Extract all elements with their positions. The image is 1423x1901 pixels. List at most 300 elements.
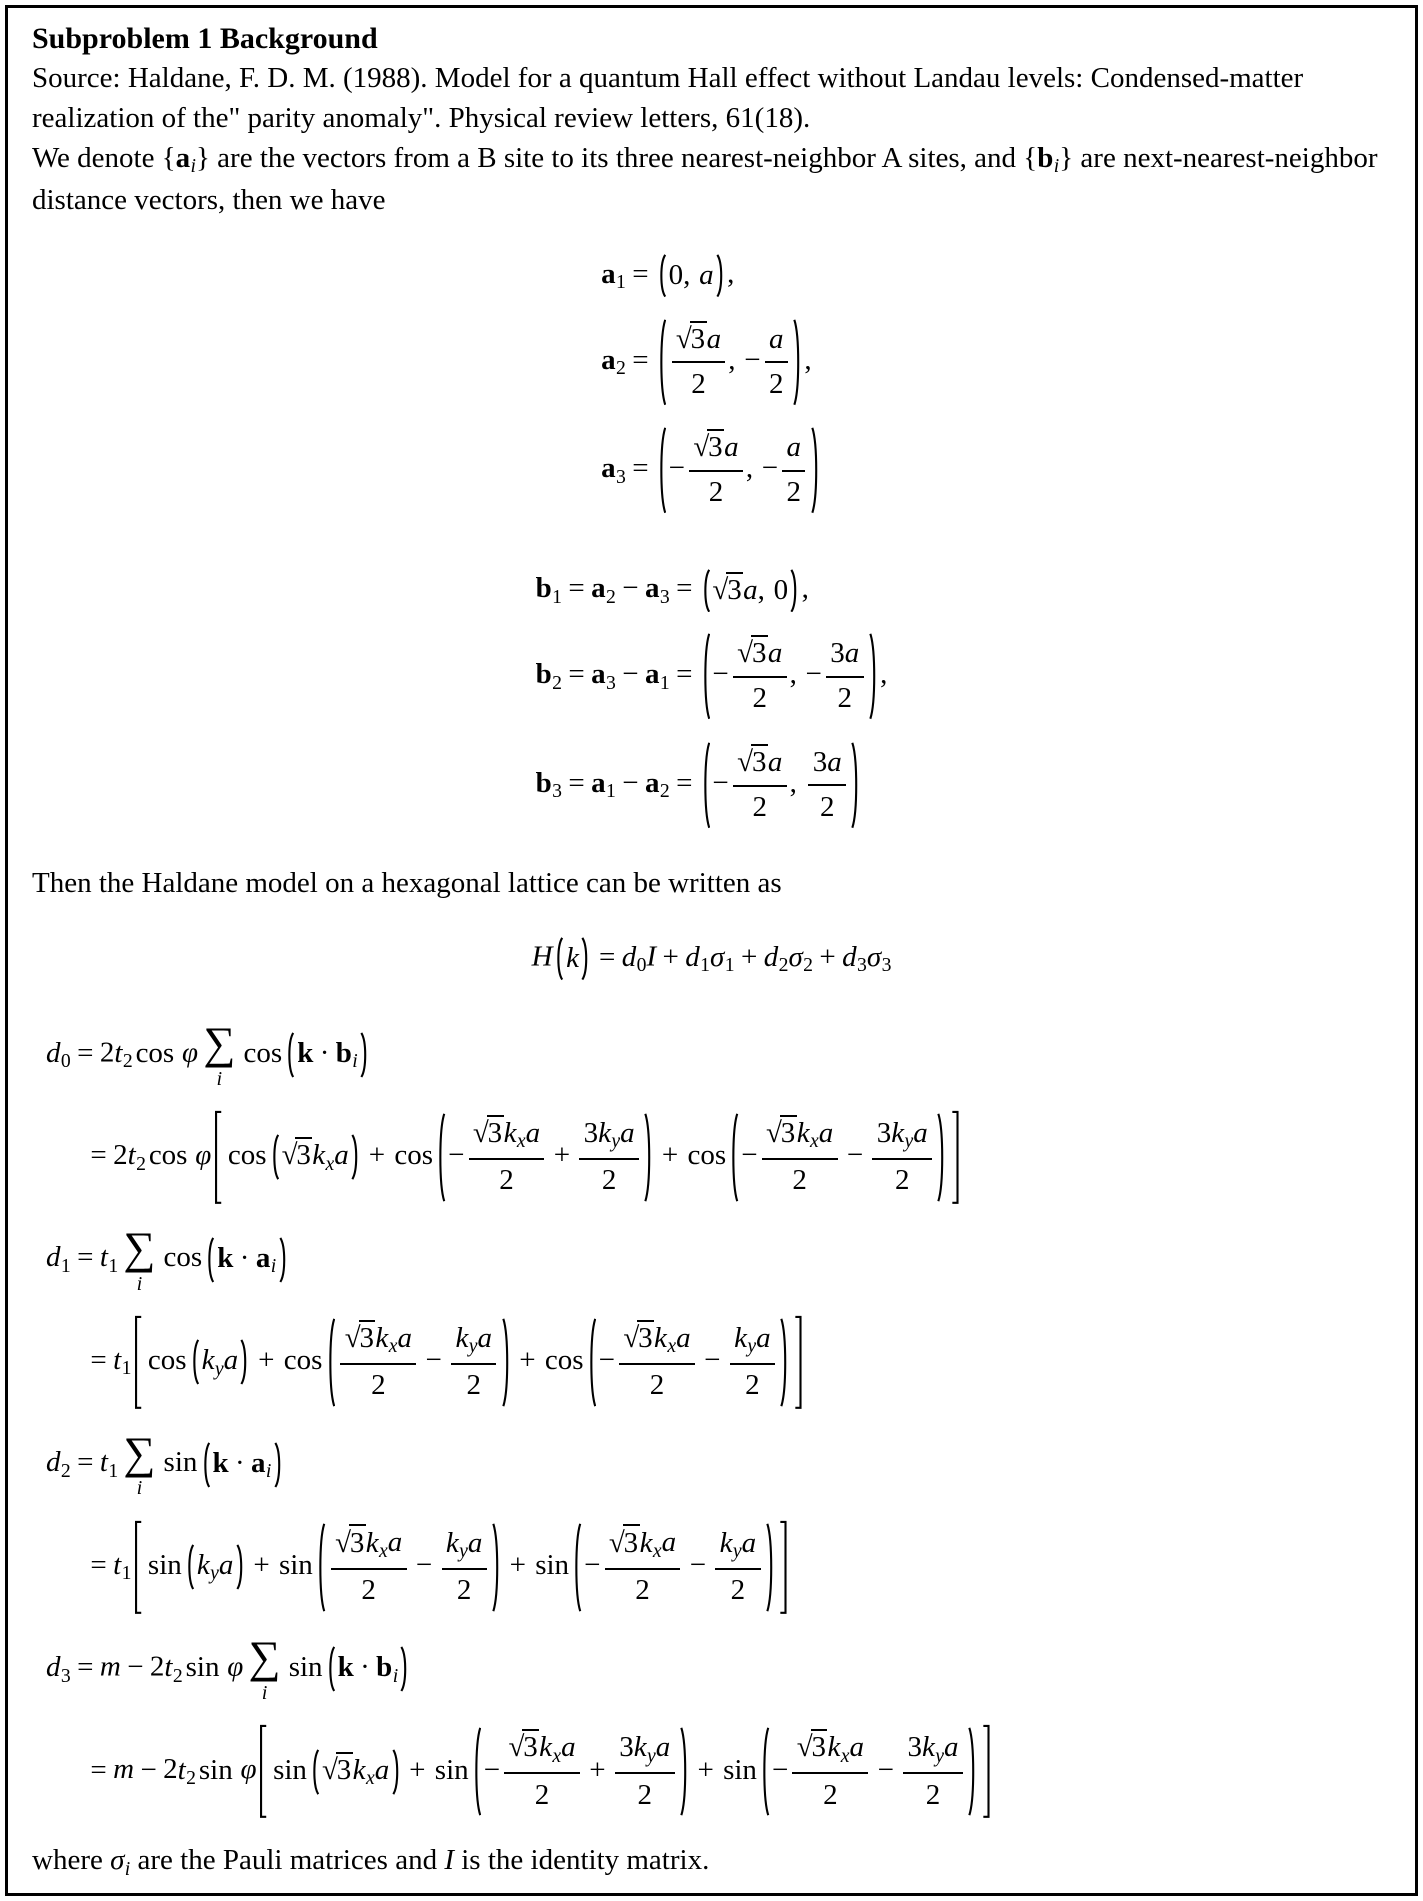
math-mi: y xyxy=(214,1357,224,1380)
math-msub xyxy=(352,1050,357,1072)
open-paren-icon xyxy=(285,1032,295,1078)
math-radarg: 3 xyxy=(359,1320,376,1354)
math-msb xyxy=(196,1548,219,1585)
math-mr: 2 xyxy=(768,367,784,400)
math-mfence xyxy=(554,937,591,980)
math-msub xyxy=(122,1357,132,1379)
math-mb: b xyxy=(535,658,552,691)
math-mfrac xyxy=(328,1524,410,1609)
math-mr: 3 xyxy=(907,1731,923,1764)
math-mo: = xyxy=(90,1343,107,1376)
math-msub xyxy=(606,586,616,608)
close-paren-icon xyxy=(680,1726,690,1817)
math-mo: − xyxy=(622,572,639,605)
math-msub xyxy=(393,1665,398,1687)
math-msum xyxy=(203,1017,236,1090)
math-mi: k xyxy=(633,1731,647,1764)
math-msub xyxy=(857,954,867,976)
math-mi: k xyxy=(827,1731,841,1764)
math-mb: b xyxy=(1037,141,1054,174)
math-mr: , xyxy=(727,257,735,290)
math-mr: 3 xyxy=(616,465,626,488)
math-mfrac xyxy=(448,1320,499,1405)
math-msb xyxy=(639,1526,662,1563)
math-mo: · xyxy=(319,1036,330,1069)
math-num xyxy=(615,1729,675,1772)
math-msub xyxy=(660,780,670,802)
math-fc xyxy=(335,1317,501,1408)
math-mi: k xyxy=(352,1753,366,1786)
math-msb xyxy=(685,940,711,977)
close-paren-icon xyxy=(968,1726,978,1817)
math-mfrac xyxy=(727,1320,778,1405)
math-mb: b xyxy=(535,572,552,605)
math-msb xyxy=(601,257,626,294)
math-mi: a xyxy=(477,1321,493,1354)
math-msub xyxy=(552,780,562,802)
math-mu: − xyxy=(771,1753,789,1786)
math-mr: 2 xyxy=(745,1369,760,1402)
equation-row xyxy=(84,1723,1391,1820)
math-fc xyxy=(666,254,716,297)
math-mfence xyxy=(760,1726,978,1817)
math-msub xyxy=(660,672,670,694)
math-msb xyxy=(99,1241,119,1277)
open-brack-icon xyxy=(258,1723,268,1820)
math-fc xyxy=(770,1726,968,1817)
math-den xyxy=(615,1772,675,1814)
math-mu: − xyxy=(744,343,761,376)
math-mo: = xyxy=(568,572,585,605)
math-mo: + xyxy=(661,1139,679,1172)
close-paren-icon xyxy=(869,632,879,721)
math-mfn: sin xyxy=(163,1446,198,1479)
math-num xyxy=(762,1115,838,1158)
math-msub xyxy=(326,1153,335,1175)
math-fc xyxy=(666,426,810,515)
math-msub xyxy=(61,1460,71,1482)
math-num xyxy=(331,1524,407,1567)
math-mu: − xyxy=(741,1139,758,1172)
math-msub xyxy=(660,586,670,608)
math-mfrac xyxy=(870,1115,935,1200)
math-mi: φ xyxy=(227,1651,244,1684)
math-mi: k xyxy=(375,1321,389,1354)
close-paren-icon xyxy=(644,1112,654,1203)
math-mo: · xyxy=(234,1446,245,1479)
open-paren-icon xyxy=(554,937,564,980)
math-mi: a xyxy=(655,1731,671,1764)
math-mfrac xyxy=(779,429,808,512)
math-mi: k xyxy=(654,1321,667,1354)
math-msb xyxy=(376,1651,399,1687)
math-msqrt xyxy=(609,1527,640,1559)
math-mo: = xyxy=(90,1139,107,1172)
math-mc: , xyxy=(789,658,797,691)
open-paren-icon xyxy=(701,569,711,613)
math-fc xyxy=(279,1134,351,1180)
math-mu: − xyxy=(712,658,729,691)
math-fc xyxy=(739,1112,937,1203)
math-mi: a xyxy=(767,745,783,778)
math-mi: a xyxy=(676,1321,691,1354)
math-rad: √ xyxy=(472,1116,489,1149)
math-mb: a xyxy=(644,572,660,605)
math-mfence xyxy=(213,1109,960,1206)
math-mr: 2 xyxy=(552,671,562,694)
close-paren-icon xyxy=(502,1317,512,1408)
math-msb xyxy=(891,1116,914,1153)
open-brack-icon xyxy=(133,1519,143,1616)
equation-row xyxy=(532,937,892,980)
math-mi: x xyxy=(552,1744,562,1767)
math-mfrac xyxy=(730,635,790,718)
math-mi: k xyxy=(719,1526,733,1559)
math-mr: 3 xyxy=(60,1664,71,1687)
math-mi: i xyxy=(1053,155,1060,178)
math-msub xyxy=(517,1130,526,1152)
math-mr: 3 xyxy=(857,954,867,977)
math-mi: t xyxy=(113,1548,122,1581)
math-msub xyxy=(266,1460,271,1482)
math-mi: d xyxy=(46,1036,61,1069)
math-mb: b xyxy=(535,766,552,799)
close-paren-icon xyxy=(716,254,726,297)
math-msb xyxy=(113,1343,132,1380)
math-radarg: 3 xyxy=(522,1729,539,1763)
math-msub xyxy=(606,672,616,694)
math-mu: − xyxy=(668,452,685,485)
math-msb xyxy=(621,940,647,977)
math-den xyxy=(733,676,787,718)
math-mu: − xyxy=(761,452,779,485)
math-mc: , xyxy=(757,573,765,606)
math-mr: are the Pauli matrices and xyxy=(130,1844,445,1877)
open-paren-icon xyxy=(657,254,667,297)
equation-hamiltonian xyxy=(532,917,892,1000)
math-mi: i xyxy=(124,1857,131,1880)
open-brack-icon xyxy=(213,1109,223,1206)
math-sig: ∑ xyxy=(203,1017,236,1068)
close-paren-icon xyxy=(581,937,591,980)
math-mr: 1 xyxy=(121,1357,132,1380)
math-mu: − xyxy=(448,1139,465,1172)
math-radarg: 3 xyxy=(780,1115,797,1149)
math-rad: √ xyxy=(737,637,754,670)
math-msb xyxy=(535,572,562,608)
math-mfence xyxy=(133,1314,803,1411)
math-mfence xyxy=(185,1544,245,1590)
math-mr: 3 xyxy=(830,637,845,670)
math-mi: a xyxy=(397,1321,412,1354)
equation-row xyxy=(601,254,822,297)
math-radarg: 3 xyxy=(623,1524,640,1558)
math-mi: k xyxy=(365,1526,379,1559)
math-under: i xyxy=(136,1477,143,1500)
math-mo: = xyxy=(568,766,585,799)
math-mr: 3 xyxy=(583,1116,599,1149)
math-mfence xyxy=(133,1519,789,1616)
math-den xyxy=(792,1772,868,1814)
math-msub xyxy=(61,1255,71,1277)
math-mi: φ xyxy=(240,1753,257,1786)
math-mfn: cos xyxy=(394,1139,434,1172)
math-msub xyxy=(637,954,647,976)
math-mi: I xyxy=(646,940,657,973)
math-mu: − xyxy=(598,1343,615,1376)
math-mo: + xyxy=(697,1753,714,1786)
math-msub xyxy=(725,954,735,976)
open-paren-icon xyxy=(657,426,667,515)
math-mr: 3 xyxy=(605,671,616,694)
math-mi: t xyxy=(99,1446,108,1479)
math-mfn: cos xyxy=(687,1139,727,1172)
math-mfence xyxy=(205,1237,288,1283)
close-paren-icon xyxy=(766,1522,776,1613)
math-rad: √ xyxy=(335,1526,351,1559)
equation-row xyxy=(601,426,822,515)
math-msub xyxy=(108,1255,118,1277)
open-paren-icon xyxy=(436,1112,446,1203)
equation-row xyxy=(84,1519,1391,1616)
math-mr: 2 xyxy=(659,780,670,803)
math-mr: 2 xyxy=(122,1050,133,1073)
math-mfrac xyxy=(730,744,790,827)
open-paren-icon xyxy=(657,318,667,407)
math-mfn: sin xyxy=(147,1548,182,1581)
math-msb xyxy=(375,1321,398,1358)
equation-row xyxy=(536,569,888,613)
math-mr: 2 xyxy=(361,1573,376,1606)
math-fc xyxy=(710,569,790,613)
math-mi: a xyxy=(661,1526,677,1559)
math-mi: H xyxy=(531,940,553,973)
math-rad: √ xyxy=(344,1321,361,1354)
math-mu: − xyxy=(483,1753,501,1786)
math-mfrac xyxy=(712,1525,763,1610)
math-msb xyxy=(177,1753,196,1790)
math-mi: k xyxy=(455,1321,469,1354)
math-mr: where xyxy=(32,1844,111,1877)
math-mo: − xyxy=(846,1139,864,1172)
math-mi: y xyxy=(611,1130,621,1153)
math-mi: a xyxy=(387,1526,403,1559)
math-mo: − xyxy=(704,1343,721,1376)
math-mr: 3 xyxy=(619,1731,634,1764)
math-mu: − xyxy=(805,658,822,691)
math-mfence xyxy=(258,1723,991,1820)
math-mi: y xyxy=(459,1540,468,1563)
math-mo: = xyxy=(77,1446,94,1479)
math-mi: k xyxy=(566,942,580,975)
math-mo: + xyxy=(819,940,836,973)
math-mi: k xyxy=(196,1548,210,1581)
math-num xyxy=(689,429,743,470)
math-mfrac xyxy=(686,429,746,512)
math-sig: ∑ xyxy=(123,1222,156,1273)
open-paren-icon xyxy=(701,632,711,721)
math-msub xyxy=(173,1665,183,1687)
math-msb xyxy=(601,343,626,380)
math-msb xyxy=(251,1446,272,1483)
math-mi: a xyxy=(844,637,860,670)
math-mr: 0 xyxy=(636,954,647,977)
math-mfrac xyxy=(806,744,849,827)
math-msqrt xyxy=(335,1527,366,1559)
math-den xyxy=(504,1772,580,1814)
math-fc xyxy=(564,937,582,980)
math-msub xyxy=(653,1540,662,1562)
math-mr: 2 xyxy=(456,1573,472,1606)
math-mi: y xyxy=(732,1540,742,1563)
math-mfence xyxy=(657,426,820,515)
math-mr: 3 xyxy=(881,954,892,977)
math-msb xyxy=(788,940,813,977)
open-paren-icon xyxy=(572,1522,582,1613)
math-mi: a xyxy=(620,1116,635,1149)
math-mfence xyxy=(285,1032,369,1078)
math-msub xyxy=(935,1745,944,1767)
math-mi: φ xyxy=(182,1036,199,1069)
math-mo: − xyxy=(140,1753,157,1786)
math-rad: √ xyxy=(281,1139,298,1172)
math-msqrt xyxy=(737,746,768,778)
math-mi: i xyxy=(265,1460,272,1483)
math-mu: − xyxy=(712,766,729,799)
equation-block-b-vectors xyxy=(536,549,888,850)
close-paren-icon xyxy=(492,1522,502,1613)
close-paren-icon xyxy=(240,1339,250,1385)
math-mr: 3 xyxy=(552,780,562,803)
math-mfrac xyxy=(790,1729,872,1814)
math-mi: t xyxy=(113,1343,122,1376)
math-mi: y xyxy=(647,1744,656,1767)
math-mb: a xyxy=(591,572,606,605)
math-msub xyxy=(469,1335,478,1357)
math-under: i xyxy=(136,1272,143,1295)
math-mi: i xyxy=(352,1050,358,1073)
math-msb xyxy=(644,766,670,803)
math-mc: , xyxy=(728,343,736,376)
math-mi: k xyxy=(639,1526,653,1559)
math-rad: √ xyxy=(712,573,729,606)
math-mfrac xyxy=(762,321,791,404)
close-paren-icon xyxy=(780,1317,790,1408)
math-mfrac xyxy=(439,1525,490,1610)
math-mi: σ xyxy=(788,940,803,973)
math-mr: 2 xyxy=(534,1778,550,1811)
math-mfence xyxy=(190,1339,250,1385)
math-fc xyxy=(223,1109,951,1206)
math-mb: k xyxy=(297,1036,314,1069)
equation-row xyxy=(601,318,822,407)
math-mfrac xyxy=(669,321,729,404)
math-mr: 1 xyxy=(108,1254,119,1277)
math-msb xyxy=(175,141,197,178)
close-paren-icon xyxy=(790,569,800,613)
math-mo: = xyxy=(676,572,693,605)
math-den xyxy=(619,1363,695,1405)
math-msqrt xyxy=(712,574,743,606)
math-mc: , xyxy=(683,259,691,292)
math-mb: b xyxy=(376,1651,393,1684)
math-mi: k xyxy=(922,1731,935,1764)
math-mo: = xyxy=(599,940,616,973)
math-mi: x xyxy=(809,1130,819,1153)
math-msub xyxy=(459,1540,468,1562)
math-mi: d xyxy=(46,1651,61,1684)
math-msum xyxy=(123,1222,156,1295)
math-mi: a xyxy=(768,322,784,355)
math-mi: x xyxy=(379,1540,388,1563)
math-mi: k xyxy=(312,1139,326,1172)
math-num xyxy=(619,1320,695,1363)
math-msb xyxy=(46,1036,71,1073)
math-num xyxy=(504,1729,580,1772)
math-rad: √ xyxy=(675,322,692,355)
math-msb xyxy=(99,1446,119,1482)
math-mo: + xyxy=(368,1139,386,1172)
math-mfence xyxy=(326,1317,512,1408)
math-msub xyxy=(810,1130,819,1152)
math-msub xyxy=(215,1358,224,1380)
math-mc: , xyxy=(789,766,797,799)
math-num xyxy=(765,321,788,362)
math-msb xyxy=(201,1344,224,1380)
math-mr: 0 xyxy=(773,573,789,606)
math-msb xyxy=(335,1036,358,1073)
math-msub xyxy=(747,1335,756,1357)
math-mo: = xyxy=(632,257,649,290)
math-mo: = xyxy=(676,766,693,799)
math-mi: d xyxy=(621,940,637,973)
math-mi: y xyxy=(747,1335,757,1358)
math-mi: d xyxy=(842,940,857,973)
math-fc xyxy=(320,1749,392,1795)
close-paren-icon xyxy=(274,1442,284,1488)
math-under: i xyxy=(216,1067,223,1090)
math-fc xyxy=(210,1442,274,1488)
math-radarg: 3 xyxy=(349,1524,366,1558)
math-msb xyxy=(644,572,670,608)
math-mb: a xyxy=(601,343,616,376)
math-msub xyxy=(210,1562,219,1584)
math-mo: = xyxy=(90,1548,107,1581)
math-mi: x xyxy=(325,1152,335,1175)
math-rad: √ xyxy=(508,1731,525,1764)
math-msub xyxy=(108,1460,118,1482)
math-msb xyxy=(842,940,867,977)
open-paren-icon xyxy=(201,1442,211,1488)
math-msb xyxy=(365,1526,388,1563)
math-mo: = xyxy=(77,1241,94,1274)
math-num xyxy=(469,1115,545,1158)
math-den xyxy=(672,361,726,403)
math-den xyxy=(689,470,743,512)
math-rad: √ xyxy=(623,1321,640,1354)
math-mr: 2 xyxy=(649,1369,665,1402)
open-paren-icon xyxy=(310,1749,320,1795)
math-den xyxy=(451,1363,496,1405)
math-msb xyxy=(539,1731,562,1767)
math-msb xyxy=(591,658,616,694)
math-mfrac xyxy=(337,1320,419,1405)
math-mr: 2 xyxy=(895,1164,910,1197)
math-mc: , xyxy=(745,452,754,485)
math-mi: a xyxy=(743,573,758,606)
math-mi: I xyxy=(444,1844,454,1877)
math-mi: a xyxy=(756,1321,771,1354)
